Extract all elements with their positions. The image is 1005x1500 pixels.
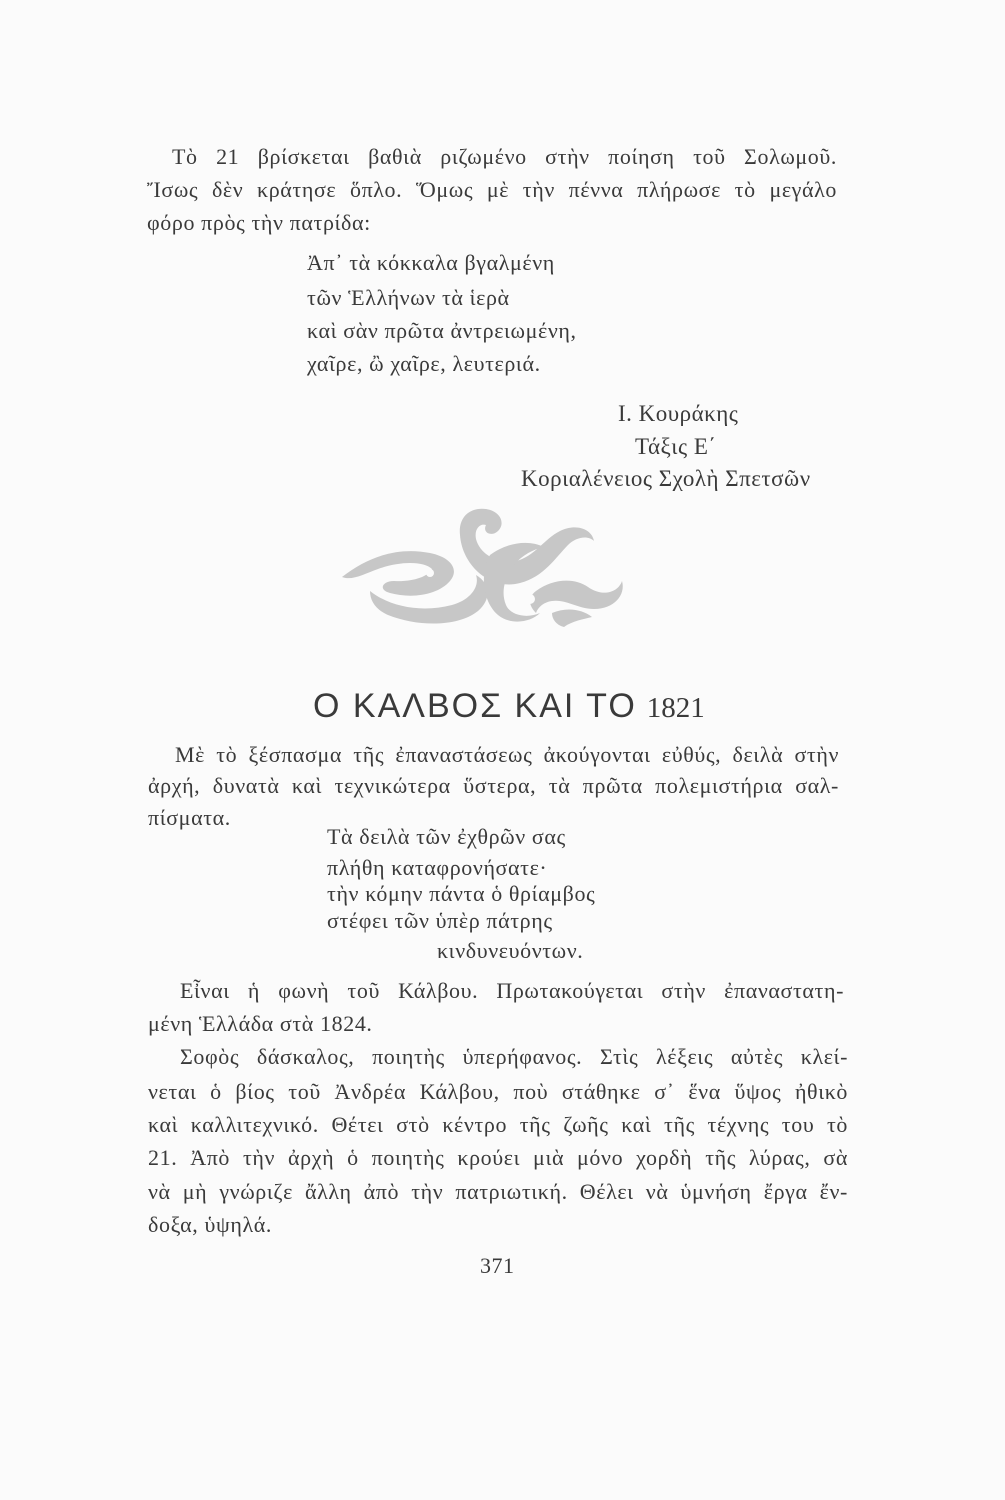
- paragraph-line: καὶ καλλιτεχνικό. Θέτει στὸ κέντρο τῆς ζωῆς καὶ τῆς τέχνης του τὸ: [148, 1112, 848, 1137]
- paragraph-line: νὰ μὴ γνώριζε ἄλλη ἀπὸ τὴν πατριωτική. Θέλει νὰ ὑμνήση ἔργα ἔν-: [148, 1179, 848, 1204]
- paragraph-line: δοξα, ὑψηλά.: [148, 1212, 272, 1237]
- poem-line: κινδυνευόντων.: [437, 938, 584, 963]
- paragraph-line: Μὲ τὸ ξέσπασμα τῆς ἐπαναστάσεως ἀκούγονται εὐθύς, δειλὰ στὴν: [175, 742, 839, 767]
- poem-line: πλήθη καταφρονήσατε·: [327, 855, 548, 880]
- intro-line: Τὸ 21 βρίσκεται βαθιὰ ριζωμένο στὴν ποίηση τοῦ Σολωμοῦ.: [172, 144, 837, 169]
- poem-line: χαῖρε, ὢ χαῖρε, λευτεριά.: [307, 351, 541, 376]
- author-class: Τάξις Ε΄: [635, 434, 717, 459]
- section-title-year: 1821: [646, 692, 705, 724]
- paragraph-line: νεται ὁ βίος τοῦ Ἀνδρέα Κάλβου, ποὺ στάθηκε σ᾿ ἕνα ὕψος ἠθικὸ: [148, 1079, 848, 1104]
- intro-line: φόρο πρὸς τὴν πατρίδα:: [147, 210, 371, 235]
- poem-line: καὶ σὰν πρῶτα ἀντρειωμένη,: [307, 318, 577, 343]
- author-school: Κοριαλένειος Σχολὴ Σπετσῶν: [521, 466, 811, 491]
- poem-line: Τὰ δειλὰ τῶν ἐχθρῶν σας: [327, 824, 566, 849]
- paragraph-line: Σοφὸς δάσκαλος, ποιητὴς ὑπερήφανος. Στὶς λέξεις αὐτὲς κλεί-: [180, 1044, 848, 1069]
- poem-line: τὴν κόμην πάντα ὁ θρίαμβος: [327, 881, 596, 906]
- paragraph-line: Εἶναι ἡ φωνὴ τοῦ Κάλβου. Πρωτακούγεται στὴν ἐπαναστατη-: [180, 978, 844, 1003]
- paragraph-line: πίσματα.: [148, 805, 231, 830]
- poem-line: τῶν Ἑλλήνων τὰ ἱερὰ: [307, 285, 510, 310]
- floral-ornament-icon: [330, 495, 630, 635]
- poem-line: Ἀπ᾿ τὰ κόκκαλα βγαλμένη: [307, 250, 555, 275]
- intro-line: Ἴσως δὲν κράτησε ὅπλο. Ὅμως μὲ τὴν πέννα πλήρωσε τὸ μεγάλο: [147, 177, 837, 202]
- section-title-text: Ο ΚΑΛΒΟΣ ΚΑΙ ΤΟ: [313, 687, 637, 725]
- paragraph-line: ἀρχή, δυνατὰ καὶ τεχνικώτερα ὕστερα, τὰ πρῶτα πολεμιστήρια σαλ-: [148, 773, 839, 798]
- paragraph-line: μένη Ἑλλάδα στὰ 1824.: [148, 1011, 373, 1036]
- author-name: Ι. Κουράκης: [618, 401, 739, 426]
- poem-line: στέφει τῶν ὑπὲρ πάτρης: [327, 908, 553, 933]
- section-title: [313, 686, 705, 728]
- paragraph-line: 21. Ἀπὸ τὴν ἀρχὴ ὁ ποιητὴς κρούει μιὰ μόνο χορδὴ τῆς λύρας, σὰ: [148, 1145, 848, 1170]
- page-number: 371: [480, 1253, 515, 1278]
